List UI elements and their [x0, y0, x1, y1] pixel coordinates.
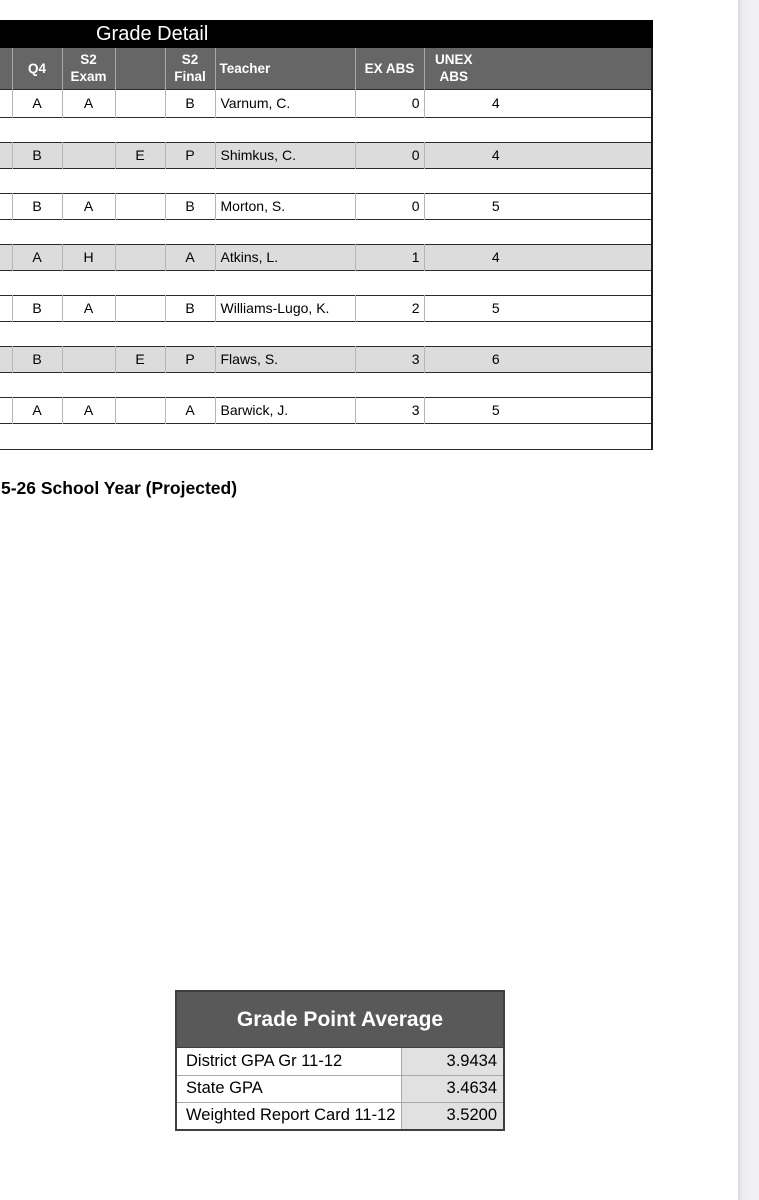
cell-q4: A: [12, 244, 62, 270]
cell-stub: [0, 295, 12, 321]
cell-s2-exam: A: [62, 193, 115, 219]
cell-unex-abs: 4: [424, 142, 652, 168]
cell-unex-abs: 5: [424, 295, 652, 321]
cell-s2-final: P: [165, 142, 215, 168]
gpa-row-value: 3.5200: [401, 1102, 503, 1129]
cell-s2-exam: A: [62, 295, 115, 321]
spacer-row: [0, 168, 652, 193]
cell-ex-abs: 3: [355, 346, 424, 372]
cell-ex-abs: 0: [355, 142, 424, 168]
cell-ex-abs: 2: [355, 295, 424, 321]
column-header-unex-abs: UNEX ABS: [424, 48, 652, 89]
cell-ex-abs: 1: [355, 244, 424, 270]
cell-teacher: Varnum, C.: [215, 89, 355, 117]
cell-extra: E: [115, 346, 165, 372]
gpa-row-value: 3.4634: [401, 1075, 503, 1102]
cell-stub: [0, 244, 12, 270]
grade-detail-table: [0, 48, 653, 450]
cell-q4: A: [12, 89, 62, 117]
spacer-cell: [0, 423, 652, 449]
cell-stub: [0, 89, 12, 117]
gpa-table: [177, 1048, 503, 1129]
grade-row: [0, 295, 652, 321]
cell-extra: [115, 244, 165, 270]
gpa-row: [177, 1102, 503, 1129]
cell-unex-abs: 5: [424, 397, 652, 423]
spacer-cell: [0, 372, 652, 397]
grade-detail-section: [0, 20, 653, 450]
grade-detail-title-bar: [0, 20, 653, 48]
cell-extra: [115, 193, 165, 219]
cell-stub: [0, 193, 12, 219]
column-header-s2-exam: S2 Exam: [62, 48, 115, 89]
cell-s2-final: B: [165, 89, 215, 117]
column-header-ex-abs: EX ABS: [355, 48, 424, 89]
school-year-heading: 5-26 School Year (Projected): [1, 478, 238, 498]
cell-stub: [0, 397, 12, 423]
cell-ex-abs: 0: [355, 193, 424, 219]
cell-s2-final: P: [165, 346, 215, 372]
column-header-stub: [0, 48, 12, 89]
spacer-cell: [0, 270, 652, 295]
cell-q4: B: [12, 295, 62, 321]
cell-s2-exam: A: [62, 89, 115, 117]
cell-s2-exam: [62, 142, 115, 168]
cell-ex-abs: 0: [355, 89, 424, 117]
gpa-row-value: 3.9434: [401, 1048, 503, 1075]
gpa-row: [177, 1048, 503, 1075]
cell-s2-final: B: [165, 193, 215, 219]
cell-extra: E: [115, 142, 165, 168]
gpa-title-bar: [177, 992, 503, 1048]
gpa-title: Grade Point Average: [236, 1007, 444, 1031]
spacer-row: [0, 270, 652, 295]
cell-q4: B: [12, 193, 62, 219]
cell-s2-final: A: [165, 244, 215, 270]
cell-teacher: Atkins, L.: [215, 244, 355, 270]
cell-extra: [115, 295, 165, 321]
grade-row: [0, 244, 652, 270]
gpa-row-label: District GPA Gr 11-12: [177, 1048, 401, 1075]
column-header-teacher: Teacher: [215, 48, 355, 89]
spacer-row: [0, 219, 652, 244]
cell-q4: A: [12, 397, 62, 423]
spacer-row: [0, 423, 652, 449]
column-header-q4: Q4: [12, 48, 62, 89]
cell-teacher: Barwick, J.: [215, 397, 355, 423]
spacer-row: [0, 321, 652, 346]
spacer-cell: [0, 321, 652, 346]
cell-unex-abs: 4: [424, 89, 652, 117]
cell-extra: [115, 397, 165, 423]
gpa-row-label: State GPA: [177, 1075, 401, 1102]
gpa-card: [175, 990, 505, 1131]
column-header-s2-final: S2 Final: [165, 48, 215, 89]
spacer-cell: [0, 219, 652, 244]
spacer-row: [0, 117, 652, 142]
gpa-row-label: Weighted Report Card 11-12: [177, 1102, 401, 1129]
page-edge-strip: [738, 0, 759, 1200]
cell-unex-abs: 5: [424, 193, 652, 219]
grade-detail-title: Grade Detail: [96, 23, 209, 45]
cell-stub: [0, 142, 12, 168]
cell-teacher: Morton, S.: [215, 193, 355, 219]
grade-detail-header-row: [0, 48, 652, 89]
cell-s2-final: A: [165, 397, 215, 423]
cell-q4: B: [12, 142, 62, 168]
cell-extra: [115, 89, 165, 117]
grade-row: [0, 142, 652, 168]
cell-stub: [0, 346, 12, 372]
cell-s2-exam: [62, 346, 115, 372]
cell-teacher: Williams-Lugo, K.: [215, 295, 355, 321]
grade-row: [0, 397, 652, 423]
spacer-row: [0, 372, 652, 397]
cell-q4: B: [12, 346, 62, 372]
grade-row: [0, 346, 652, 372]
cell-unex-abs: 6: [424, 346, 652, 372]
grade-row: [0, 89, 652, 117]
cell-teacher: Flaws, S.: [215, 346, 355, 372]
cell-s2-final: B: [165, 295, 215, 321]
cell-teacher: Shimkus, C.: [215, 142, 355, 168]
cell-s2-exam: H: [62, 244, 115, 270]
gpa-row: [177, 1075, 503, 1102]
column-header-blank: [115, 48, 165, 89]
cell-unex-abs: 4: [424, 244, 652, 270]
cell-s2-exam: A: [62, 397, 115, 423]
spacer-cell: [0, 117, 652, 142]
spacer-cell: [0, 168, 652, 193]
grade-row: [0, 193, 652, 219]
cell-ex-abs: 3: [355, 397, 424, 423]
